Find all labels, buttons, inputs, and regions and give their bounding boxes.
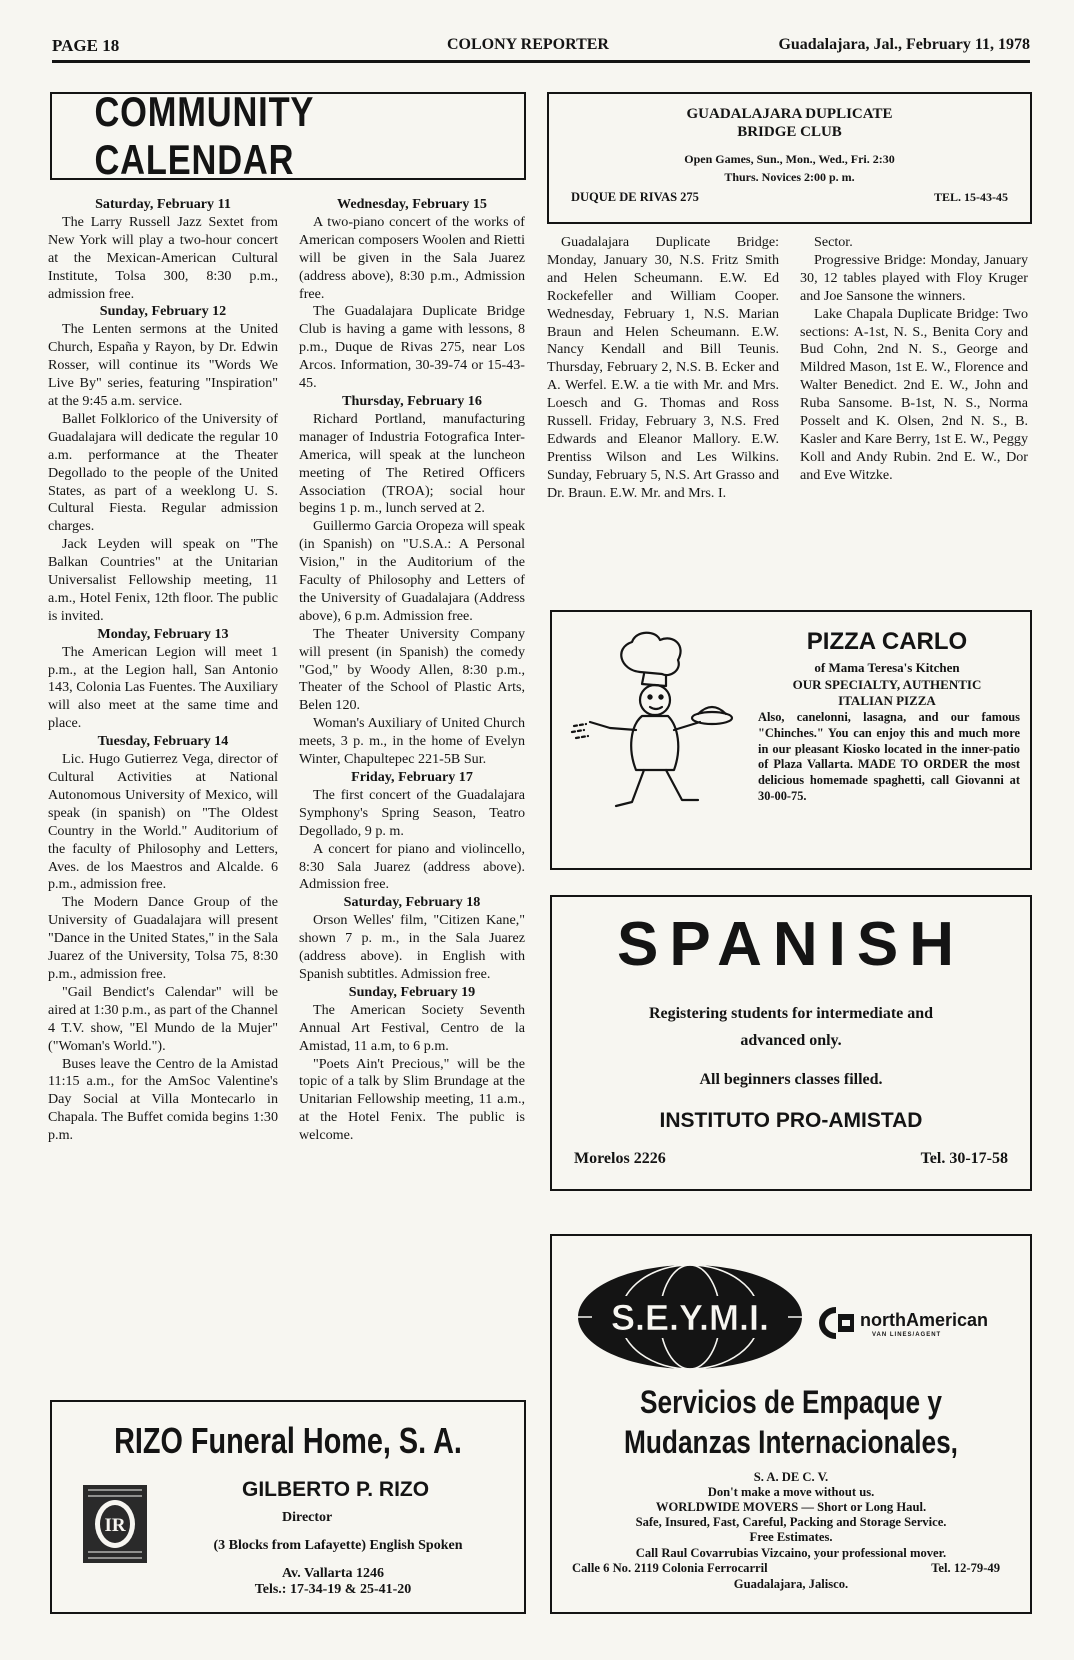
rizo-ad-phones: Tels.: 17-34-19 & 25-41-20 xyxy=(254,1582,412,1597)
calendar-entry: Lake Chapala Duplicate Bridge: Two sections: A-1st, N. S., Benita Cory and Bud Cohn, 2nd N. S., George and Mildred Mason, 1st E. W., Florence and Walter Benedict. 2nd E. W., John and Ruba Sansome. B-1st, N. S., Norma Posselt and K. Olsen, 2nd N. S., B. Kasler and Kare Berry, 1st E. W., Peggy Koll and Andy Rubin. 2nd E. W., Dor and Eve Witzke. xyxy=(800,305,1028,483)
bridge-ad-novices: Thurs. Novices 2:00 p. m. xyxy=(724,170,855,184)
rizo-ad-role: Director xyxy=(282,1510,333,1525)
rizo-logo-letters: IR xyxy=(104,1515,126,1536)
community-calendar-title-box xyxy=(50,88,526,183)
calendar-entry: Guillermo Garcia Oropeza will speak (in Spanish) on "U.S.A.: A Personal Vision," in the Auditorium of the Faculty of Philosophy and Letters of the University of Guadalajara (Address above), 6 p.m. Admission free. xyxy=(299,518,525,624)
calendar-entry: The Modern Dance Group of the University of Guadalajara will present "Dance in the United States," in the Sala Juarez of the University, Tolsa 75, 8:30 p.m., admission free. xyxy=(48,894,278,982)
calendar-entry: Jack Leyden will speak on "The Balkan Countries" at the Unitarian Universalist Fellowship meeting, 11 a.m., Hotel Fenix, 12th floor. The public is invited. xyxy=(48,536,278,624)
calendar-day-heading: Saturday, February 11 xyxy=(95,196,231,212)
seymi-services: Safe, Insured, Fast, Careful, Packing and Storage Service. xyxy=(635,1515,947,1529)
northamerican-subtitle: VAN LINES/AGENT xyxy=(872,1332,942,1338)
seymi-contact: Call Raul Covarrubias Vizcaino, your professional mover. xyxy=(635,1546,947,1560)
calendar-entry: The Guadalajara Duplicate Bridge Club is having a game with lessons, 8 p.m., Duque de Rivas 275, near Los Arcos. Information, 30-39-74 or 15-43-45. xyxy=(299,303,525,392)
page-number: PAGE 18 xyxy=(52,36,120,55)
rizo-ad-note: (3 Blocks from Lafayette) English Spoken xyxy=(213,1538,463,1553)
spanish-ad-title: SPANISH xyxy=(616,910,965,979)
rizo-ad-address: Av. Vallarta 1246 xyxy=(281,1566,385,1581)
bridge-results-column-2 xyxy=(800,234,1028,485)
seymi-movers-ad xyxy=(550,1234,1032,1614)
calendar-day-heading: Tuesday, February 14 xyxy=(97,733,229,750)
calendar-day-heading: Monday, February 13 xyxy=(97,625,229,642)
pizza-carlo-ad xyxy=(550,610,1032,870)
pizza-ad-line3: ITALIAN PIZZA xyxy=(838,693,936,708)
calendar-entry: The American Society Seventh Annual Art Festival, Centro de la Amistad, 11 a.m, to 6 p.m. xyxy=(299,1001,525,1054)
calendar-column-2 xyxy=(299,196,525,1145)
calendar-entry: Sector. xyxy=(814,234,853,250)
spanish-ad-line2: advanced only. xyxy=(740,1032,842,1049)
calendar-entry: Buses leave the Centro de la Amistad 11:15 a.m., for the AmSoc Valentine's Day Social at Villa Montecarlo in Chapala. The Buffet comida begins 1:30 p.m. xyxy=(48,1055,278,1144)
rizo-funeral-home-ad xyxy=(50,1400,526,1614)
calendar-entry: Richard Portland, manufacturing manager of Industria Fotografica Inter-America, will speak at the luncheon meeting of The Retired Officers Association (TROA); social hour begins 1 p. m., lunch served at 2. xyxy=(299,410,525,517)
chef-illustration-icon xyxy=(570,630,745,830)
calendar-entry: Progressive Bridge: Monday, January 30, 12 tables played with Floy Kruger and Joe Sansone the winners. xyxy=(800,251,1028,304)
bridge-ad-schedule: Open Games, Sun., Mon., Wed., Fri. 2:30 xyxy=(684,152,895,166)
seymi-globe-logo-icon xyxy=(570,1262,810,1372)
calendar-day-heading: Saturday, February 18 xyxy=(343,894,481,911)
community-calendar-title: COMMUNITY CALENDAR xyxy=(94,88,314,183)
seymi-phone: Tel. 12-79-49 xyxy=(931,1561,1000,1575)
page-header xyxy=(52,36,1030,63)
calendar-entry: The Lenten sermons at the United Church, España y Rayon, by Dr. Edwin Rosser, will continue its "Words We Live By" series, featuring "Inspiration" at the 9:45 a.m. service. xyxy=(48,321,278,409)
calendar-entry: The Larry Russell Jazz Sextet from New York will play a two-hour concert at the Mexican-American Cultural Institute, Tolsa 300, 8:30 p.m., admission free. xyxy=(48,213,278,302)
calendar-day-heading: Wednesday, February 15 xyxy=(337,196,487,212)
bridge-results-column-1 xyxy=(547,234,779,503)
calendar-day-heading: Sunday, February 12 xyxy=(99,303,227,320)
calendar-entry: A concert for piano and violincello, 8:30 Sala Juarez (address above). Admission free. xyxy=(299,840,525,893)
calendar-entry: The American Legion will meet 1 p.m., at the Legion hall, San Antonio 143, Colonia Las Fuentes. The Auxiliary will also meet at the same time and place. xyxy=(48,643,278,732)
calendar-day-heading: Thursday, February 16 xyxy=(342,392,482,409)
pizza-ad-title: PIZZA CARLO xyxy=(806,628,968,655)
newspaper-name: COLONY REPORTER xyxy=(447,36,609,53)
seymi-address: Calle 6 No. 2119 Colonia Ferrocarril xyxy=(572,1561,768,1575)
bridge-ad-title-line1: GUADALAJARA DUPLICATE xyxy=(686,106,893,122)
calendar-entry: "Gail Bendict's Calendar" will be aired at 1:30 p.m., as part of the Channel 4 T.V. show, "El Mundo de la Mujer" ("Woman's World."). xyxy=(48,983,278,1054)
calendar-entry: The first concert of the Guadalajara Symphony's Spring Season, Teatro Degollado, 9 p. m. xyxy=(299,786,525,839)
seymi-title-line1: Servicios de Empaque y xyxy=(640,1384,942,1420)
bridge-ad-phone: TEL. 15-43-45 xyxy=(933,190,1008,204)
rizo-ad-name: GILBERTO P. RIZO xyxy=(242,1478,430,1501)
calendar-entry: Woman's Auxiliary of United Church meets, 3 p. m., in the home of Evelyn Winter, Chapultepec 221-5B Sur. xyxy=(299,715,525,768)
seymi-worldwide: WORLDWIDE MOVERS — Short or Long Haul. xyxy=(655,1500,927,1514)
calendar-column-1 xyxy=(48,196,278,1145)
spanish-ad-line1: Registering students for intermediate and xyxy=(648,1005,934,1022)
rizo-logo-icon xyxy=(82,1484,148,1564)
seymi-estimates: Free Estimates. xyxy=(749,1530,833,1544)
pizza-ad-line1: of Mama Teresa's Kitchen xyxy=(814,660,960,675)
spanish-classes-ad xyxy=(550,895,1032,1191)
pizza-ad-body: Also, canelonni, lasagna, and our famous "Chinches." You can enjoy this and much more in our pleasant Kiosko located in the inner-patio of Plaza Vallarta. MADE TO ORDER the most delicious homemade spaghetti, call Giovanni at 30-00-75. xyxy=(758,710,1020,803)
calendar-entry: Orson Welles' film, "Citizen Kane," shown 7 p. m., in the Sala Juarez (address above). in English with Spanish subtitles. Admission free. xyxy=(299,912,525,982)
calendar-entry: Ballet Folklorico of the University of Guadalajara will dedicate the regular 10 a.m. performance at the Theater Degollado to the people of the United States, as part of a weeklong U. S. Cultural Fiesta. Regular admission charges. xyxy=(48,410,278,535)
bridge-ad-address: DUQUE DE RIVAS 275 xyxy=(571,190,699,204)
seymi-slogan: Don't make a move without us. xyxy=(707,1485,875,1499)
calendar-day-heading: Sunday, February 19 xyxy=(348,983,476,1000)
seymi-title-line2: Mudanzas Internacionales, xyxy=(624,1424,958,1460)
pizza-ad-line2: OUR SPECIALTY, AUTHENTIC xyxy=(792,677,982,692)
spanish-ad-line3: All beginners classes filled. xyxy=(699,1071,883,1088)
calendar-entry: A two-piano concert of the works of American composers Woolen and Rietti will be given in the Sala Juarez (address above), 8:30 p.m., Admission free. xyxy=(299,213,525,302)
calendar-entry: The Theater University Company will present (in Spanish) the comedy "God," by Woody Allen, 8:30 p.m., Theater of the School of Plastic Arts, Belen 120. xyxy=(299,625,525,714)
seymi-company-suffix: S. A. DE C. V. xyxy=(753,1470,829,1484)
spanish-ad-phone: Tel. 30-17-58 xyxy=(920,1150,1008,1167)
rizo-ad-title: RIZO Funeral Home, S. A. xyxy=(114,1420,462,1461)
calendar-day-heading: Friday, February 17 xyxy=(351,769,473,785)
seymi-logo-text: S.E.Y.M.I. xyxy=(610,1297,770,1338)
northamerican-logo-icon xyxy=(814,1306,858,1340)
northamerican-name: northAmerican xyxy=(860,1310,989,1330)
dateline: Guadalajara, Jal., February 11, 1978 xyxy=(778,36,1030,53)
calendar-entry: Lic. Hugo Gutierrez Vega, director of Cultural Activities at National Autonomous University of Mexico, will speak (in spanish) on "The Oldest Country in the World." Auditorium of the faculty of Philosophy and Letters, Aves. de los Maestros and Alcalde. 6 p.m., admission free. xyxy=(48,751,278,893)
bridge-ad-title-line2: BRIDGE CLUB xyxy=(737,124,842,140)
calendar-entry: "Poets Ain't Precious," will be the topic of a talk by Slim Brundage at the Unitarian Fellowship meeting, 11 a.m., at the Hotel Fenix. The public is welcome. xyxy=(299,1055,525,1144)
bridge-club-ad xyxy=(547,92,1032,224)
seymi-city: Guadalajara, Jalisco. xyxy=(733,1577,849,1591)
spanish-ad-institute: INSTITUTO PRO-AMISTAD xyxy=(659,1109,923,1132)
spanish-ad-address: Morelos 2226 xyxy=(574,1150,666,1167)
calendar-entry: Guadalajara Duplicate Bridge: Monday, January 30, N.S. Fritz Smith and Helen Scheumann. E.W. Ed Rockefeller and William Cooper. Wednesday, February 1, N.S. Marian Braun and Helen Scheumann. E.W. Nancy Kendall and Bill Teunis. Thursday, February 2, N.S. B. Ecker and A. Werfel. E.W. a tie with Mr. and Mrs. Loesch and G. Thomas and Ross Russell. Friday, February 3, N.S. Fred Edwards and Eleanor Mallory. E.W. Prentiss Wilson and Les Wilkins. Sunday, February 5, N.S. Art Grasso and Dr. Braun. E.W. Mr. and Mrs. I. xyxy=(547,234,779,501)
